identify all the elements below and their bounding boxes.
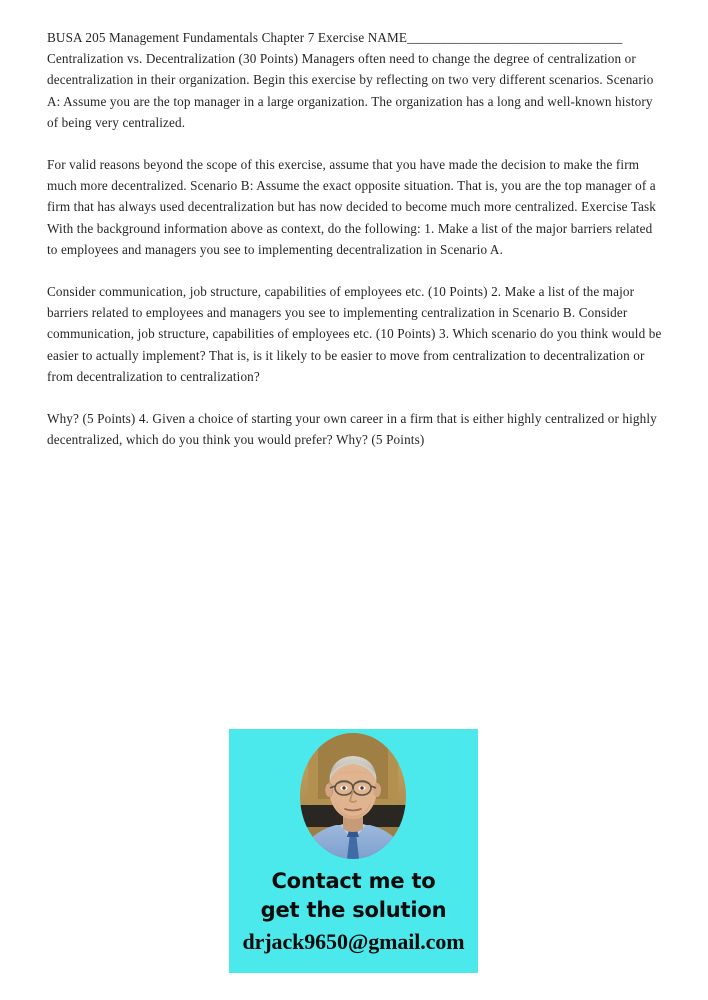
portrait-photo-icon xyxy=(300,733,406,859)
paragraph-2: For valid reasons beyond the scope of this exercise, assume that you have made the decision to make the firm much more decentralized. Scenario B: Assume the exact opposite situation. That is, you are the top manager of a firm that has always used decentralization but has now decided to become much more centralized. Exercise Task With the background information above as context, do the following: 1. Make a list of the major barriers related to employees and managers you see to implementing decentralization in Scenario A. xyxy=(47,157,657,257)
paragraph-3: Consider communication, job structure, capabilities of employees etc. (10 Points) 2. Make a list of the major barriers related to employees and managers you see to implementing centralization in Scenario B. Consider communication, job structure, capabilities of employees etc. (10 Points) 3. Which scenario do you think would be easier to actually implement? That is, is it likely to be easier to move from centralization to decentralization or from decentralization to centralization? xyxy=(47,284,662,384)
contact-email[interactable]: drjack9650@gmail.com xyxy=(242,929,465,954)
contact-headline-line-2: get the solution xyxy=(260,898,447,922)
document-text-body xyxy=(47,27,662,450)
contact-card xyxy=(229,729,478,973)
portrait-photo xyxy=(300,733,406,859)
paragraph-4: Why? (5 Points) 4. Given a choice of starting your own career in a firm that is either highly centralized or highly decentralized, which do you think you would prefer? Why? (5 Points) xyxy=(47,411,657,448)
contact-headline-line-1: Contact me to xyxy=(271,869,436,893)
paragraph-1: BUSA 205 Management Fundamentals Chapter 7 Exercise NAME________________________________ Centralization vs. Decentralization (30 Points) Managers often need to change the degree of centralization or decentralization in their organization. Begin this exercise by reflecting on two very different scenarios. Scenario A: Assume you are the top manager in a large organization. The organization has a long and well-known history of being very centralized. xyxy=(47,30,654,130)
